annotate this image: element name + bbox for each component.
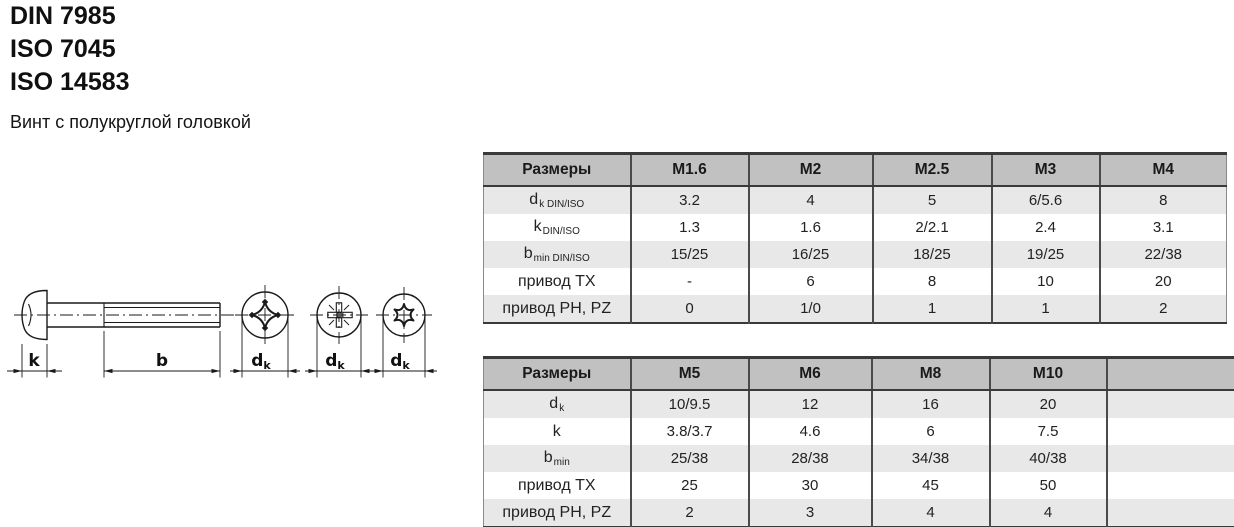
- pozidriv-recess-view: [305, 286, 373, 378]
- value-cell: 18/25: [873, 241, 992, 268]
- standard-iso-7045: ISO 7045: [10, 35, 116, 63]
- value-cell: 1: [873, 295, 992, 323]
- column-header: Размеры: [484, 358, 631, 391]
- row-label-cell: $d_{k DIN/ISO}$: [529, 191, 585, 210]
- column-header: M1.6: [631, 154, 749, 187]
- row-label-cell: привод PH, PZ: [502, 299, 612, 317]
- table-row: [484, 390, 1234, 418]
- value-cell: 20: [1100, 268, 1227, 295]
- dimension-label-k: k: [28, 351, 40, 371]
- table-row: [484, 295, 1227, 323]
- value-cell: [1107, 445, 1234, 472]
- value-cell: 0: [631, 295, 749, 323]
- value-cell: [1107, 390, 1234, 418]
- standard-iso-14583: ISO 14583: [10, 68, 130, 96]
- table-row: [484, 499, 1234, 527]
- value-cell: 10: [992, 268, 1100, 295]
- column-header: M2.5: [873, 154, 992, 187]
- value-cell: 3.2: [631, 186, 749, 214]
- table-row: [484, 418, 1234, 445]
- torx-recess-view: [371, 287, 437, 378]
- spec-table-m5-m10: [483, 356, 1234, 527]
- value-cell: 30: [749, 472, 872, 499]
- value-cell: -: [631, 268, 749, 295]
- row-label-cell: $b_{min DIN/ISO}$: [523, 245, 590, 264]
- value-cell: 50: [990, 472, 1107, 499]
- column-header: M5: [631, 358, 749, 391]
- row-label-cell: k: [552, 422, 561, 440]
- value-cell: 6: [872, 418, 990, 445]
- value-cell: 20: [990, 390, 1107, 418]
- column-header: M4: [1100, 154, 1227, 187]
- value-cell: 4: [749, 186, 873, 214]
- value-cell: 4.6: [749, 418, 872, 445]
- dimension-label-dk-tx: dk: [390, 351, 410, 372]
- table-header-row: [484, 154, 1227, 187]
- column-header: [1107, 358, 1234, 391]
- value-cell: 1: [992, 295, 1100, 323]
- table-header-row: [484, 358, 1234, 391]
- value-cell: [1107, 472, 1234, 499]
- phillips-recess-view: [230, 285, 300, 378]
- value-cell: 2/2.1: [873, 214, 992, 241]
- value-cell: 3: [749, 499, 872, 527]
- value-cell: 7.5: [990, 418, 1107, 445]
- value-cell: 10/9.5: [631, 390, 749, 418]
- value-cell: 5: [873, 186, 992, 214]
- value-cell: 19/25: [992, 241, 1100, 268]
- dimension-label-dk-ph: dk: [251, 351, 271, 372]
- recess-edge: [29, 304, 32, 326]
- value-cell: 16: [872, 390, 990, 418]
- value-cell: 2.4: [992, 214, 1100, 241]
- value-cell: 2: [1100, 295, 1227, 323]
- standards-block: [10, 0, 130, 99]
- value-cell: 3.1: [1100, 214, 1227, 241]
- column-header: M3: [992, 154, 1100, 187]
- value-cell: 2: [631, 499, 749, 527]
- value-cell: [1107, 499, 1234, 527]
- value-cell: 25: [631, 472, 749, 499]
- value-cell: [1107, 418, 1234, 445]
- value-cell: 45: [872, 472, 990, 499]
- value-cell: 25/38: [631, 445, 749, 472]
- value-cell: 40/38: [990, 445, 1107, 472]
- value-cell: 34/38: [872, 445, 990, 472]
- value-cell: 8: [1100, 186, 1227, 214]
- value-cell: 8: [873, 268, 992, 295]
- value-cell: 6/5.6: [992, 186, 1100, 214]
- table-row: [484, 445, 1234, 472]
- table-row: [484, 186, 1227, 214]
- value-cell: 1/0: [749, 295, 873, 323]
- value-cell: 6: [749, 268, 873, 295]
- dimension-label-b: b: [155, 351, 169, 371]
- screw-drawing: [0, 282, 450, 394]
- table-row: [484, 268, 1227, 295]
- column-header: M2: [749, 154, 873, 187]
- value-cell: 15/25: [631, 241, 749, 268]
- standard-din: DIN 7985: [10, 2, 116, 30]
- row-label-cell: $b_{min}$: [543, 449, 570, 468]
- value-cell: 4: [990, 499, 1107, 527]
- table-row: [484, 214, 1227, 241]
- value-cell: 1.6: [749, 214, 873, 241]
- table-row: [484, 472, 1234, 499]
- column-header: M6: [749, 358, 872, 391]
- dimension-label-dk-pz: dk: [325, 351, 345, 372]
- value-cell: 22/38: [1100, 241, 1227, 268]
- row-label-cell: $k_{DIN/ISO}$: [533, 218, 580, 237]
- row-label-cell: привод PH, PZ: [502, 503, 612, 521]
- spec-table-m1_6-m4: [483, 152, 1227, 324]
- value-cell: 12: [749, 390, 872, 418]
- value-cell: 16/25: [749, 241, 873, 268]
- row-label-cell: привод TX: [517, 272, 596, 290]
- column-header: M10: [990, 358, 1107, 391]
- table-row: [484, 241, 1227, 268]
- value-cell: 4: [872, 499, 990, 527]
- row-label-cell: $d_k$: [549, 395, 565, 414]
- value-cell: 28/38: [749, 445, 872, 472]
- column-header: Размеры: [484, 154, 631, 187]
- value-cell: 1.3: [631, 214, 749, 241]
- product-title: Винт с полукруглой головкой: [10, 112, 251, 132]
- side-view: [7, 291, 234, 378]
- row-label-cell: привод TX: [517, 476, 596, 494]
- value-cell: 3.8/3.7: [631, 418, 749, 445]
- column-header: M8: [872, 358, 990, 391]
